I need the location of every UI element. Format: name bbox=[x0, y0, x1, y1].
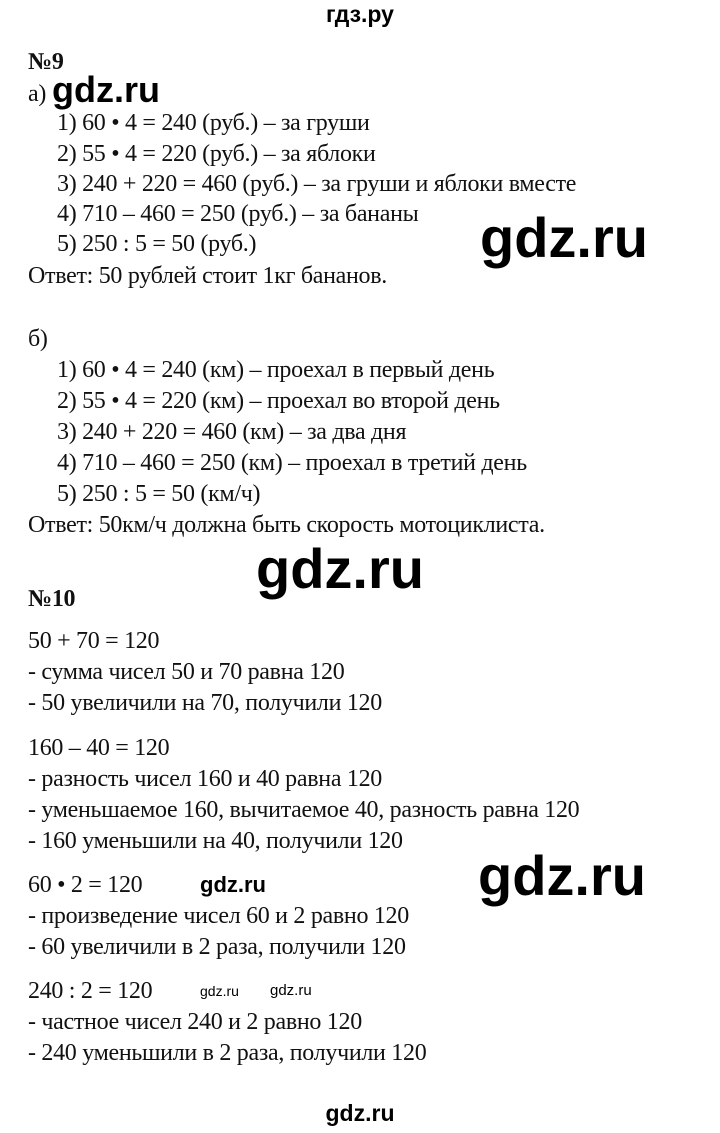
expression: 50 + 70 = 120 bbox=[28, 628, 160, 654]
explanation: - 50 увеличили на 70, получили 120 bbox=[28, 690, 382, 716]
watermark: gdz.ru bbox=[478, 844, 646, 907]
answer: Ответ: 50 рублей стоит 1кг бананов. bbox=[28, 263, 387, 289]
watermark: gdz.ru bbox=[256, 537, 424, 600]
expression: 160 – 40 = 120 bbox=[28, 735, 170, 761]
explanation: - сумма чисел 50 и 70 равна 120 bbox=[28, 659, 345, 685]
step: 3) 240 + 220 = 460 (км) – за два дня bbox=[57, 419, 407, 445]
task10-title: №10 bbox=[28, 586, 76, 612]
watermark: gdz.ru bbox=[480, 206, 648, 269]
step: 2) 55 • 4 = 220 (руб.) – за яблоки bbox=[57, 141, 376, 167]
answer: Ответ: 50км/ч должна быть скорость мотоциклиста. bbox=[28, 512, 545, 538]
step: 2) 55 • 4 = 220 (км) – проехал во второй день bbox=[57, 388, 500, 414]
expression: 60 • 2 = 120 bbox=[28, 872, 143, 898]
task9-title: №9 bbox=[28, 49, 64, 75]
watermark: gdz.ru bbox=[52, 69, 160, 110]
step: 1) 60 • 4 = 240 (руб.) – за груши bbox=[57, 110, 370, 136]
step: 4) 710 – 460 = 250 (км) – проехал в третий день bbox=[57, 450, 527, 476]
explanation: - 240 уменьшили в 2 раза, получили 120 bbox=[28, 1040, 427, 1066]
step: 1) 60 • 4 = 240 (км) – проехал в первый день bbox=[57, 357, 495, 383]
watermark: gdz.ru bbox=[325, 1100, 395, 1126]
watermark: gdz.ru bbox=[200, 872, 266, 897]
site-header: гдз.ру bbox=[326, 1, 394, 27]
task9-part-a-label: а) bbox=[28, 81, 47, 107]
explanation: - 60 увеличили в 2 раза, получили 120 bbox=[28, 934, 406, 960]
step: 4) 710 – 460 = 250 (руб.) – за бананы bbox=[57, 201, 419, 227]
explanation: - уменьшаемое 160, вычитаемое 40, разность равна 120 bbox=[28, 797, 580, 823]
expression: 240 : 2 = 120 bbox=[28, 978, 153, 1004]
watermark: gdz.ru bbox=[270, 982, 312, 999]
explanation: - частное чисел 240 и 2 равно 120 bbox=[28, 1009, 362, 1035]
step: 5) 250 : 5 = 50 (руб.) bbox=[57, 231, 257, 257]
step: 3) 240 + 220 = 460 (руб.) – за груши и яблоки вместе bbox=[57, 171, 577, 197]
explanation: - разность чисел 160 и 40 равна 120 bbox=[28, 766, 382, 792]
step: 5) 250 : 5 = 50 (км/ч) bbox=[57, 481, 261, 507]
explanation: - произведение чисел 60 и 2 равно 120 bbox=[28, 903, 409, 929]
watermark: gdz.ru bbox=[200, 983, 239, 999]
explanation: - 160 уменьшили на 40, получили 120 bbox=[28, 828, 403, 854]
task9-part-b-label: б) bbox=[28, 326, 48, 352]
